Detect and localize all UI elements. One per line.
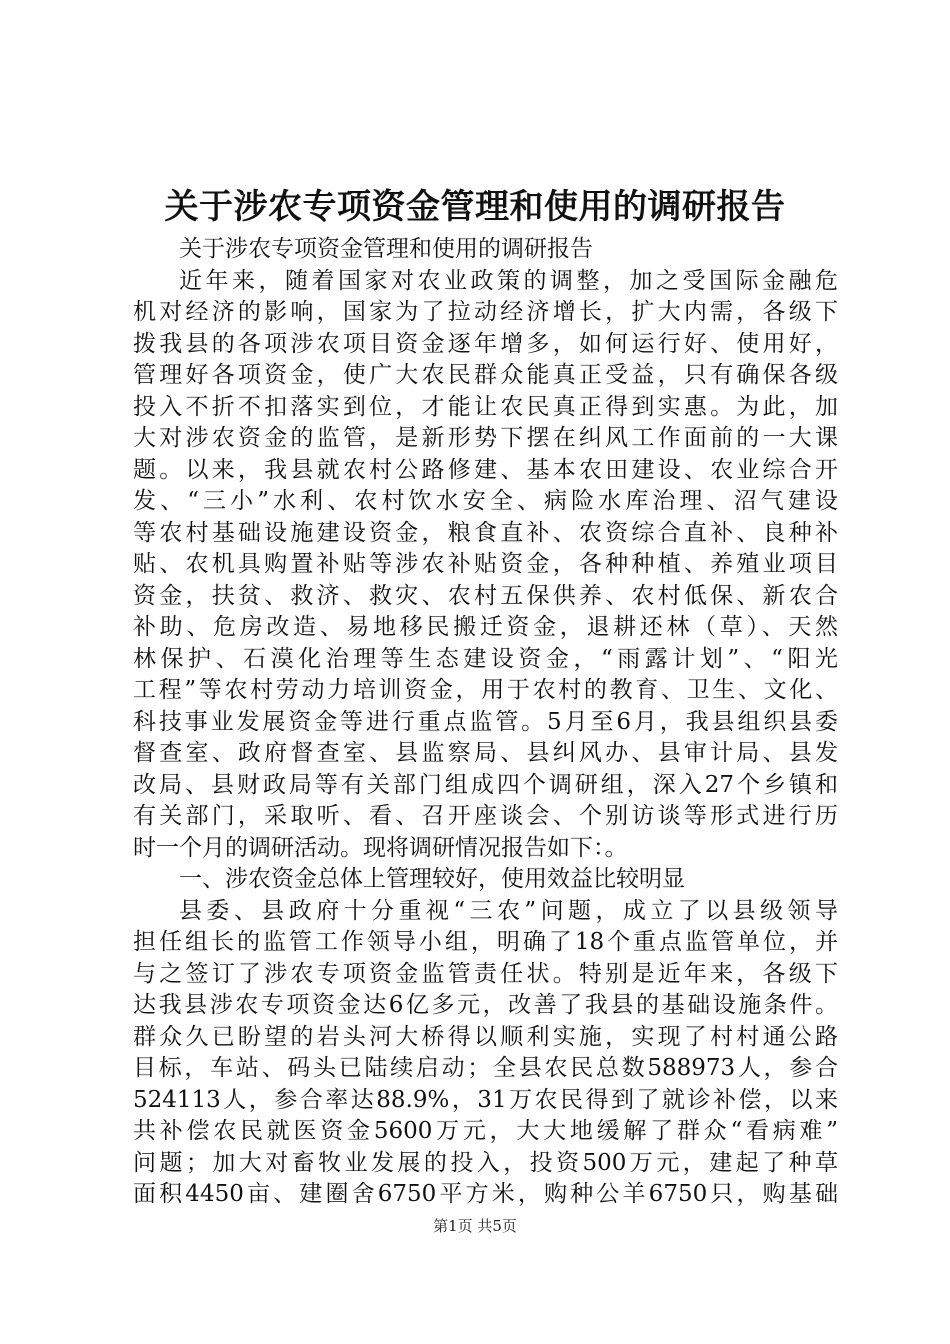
body-line: 与之签订了涉农专项资金监管责任状。特别是近年来，各级下	[133, 960, 838, 987]
body-line: 发、“三小”水利、农村饮水安全、病险水库治理、沼气建设	[133, 488, 838, 514]
body-line: 科技事业发展资金等进行重点监管。5月至6月，我县组织县委	[133, 708, 838, 735]
body-line: 补助、危房改造、易地移民搬迁资金，退耕还林（草）、天然	[133, 614, 838, 640]
body-line: 524113人，参合率达88.9%，31万农民得到了就诊补偿，以来	[133, 1086, 838, 1113]
body-line: 投入不折不扣落实到位，才能让农民真正得到实惠。为此，加	[133, 393, 838, 420]
body-line: 问题；加大对畜牧业发展的投入，投资500万元，建起了种草	[133, 1149, 838, 1176]
body-line: 管理好各项资金，使广大农民群众能真正受益，只有确保各级	[133, 362, 838, 388]
subtitle-line: 关于涉农专项资金管理和使用的调研报告	[179, 236, 593, 262]
body-line: 达我县涉农专项资金达6亿多元，改善了我县的基础设施条件。	[133, 992, 838, 1018]
document-title: 关于涉农专项资金管理和使用的调研报告	[164, 187, 786, 227]
body-line: 机对经济的影响，国家为了拉动经济增长，扩大内需，各级下	[133, 299, 838, 325]
body-line: 改局、县财政局等有关部门组成四个调研组，深入27个乡镇和	[133, 771, 838, 798]
body-line: 有关部门，采取听、看、召开座谈会、个别访谈等形式进行历	[133, 803, 838, 829]
body-line: 共补偿农民就医资金5600万元，大大地缓解了群众“看病难”	[133, 1118, 838, 1144]
document-body	[133, 234, 838, 1211]
body-line: 近年来，随着国家对农业政策的调整，加之受国际金融危	[179, 267, 838, 294]
body-line: 等农村基础设施建设资金，粮食直补、农资综合直补、良种补	[133, 519, 838, 546]
body-line: 督查室、政府督查室、县监察局、县纠风办、县审计局、县发	[133, 740, 838, 766]
body-line: 拨我县的各项涉农项目资金逐年增多，如何运行好、使用好，	[133, 330, 838, 357]
section-heading: 一、涉农资金总体上管理较好，使用效益比较明显	[179, 866, 685, 892]
body-line: 大对涉农资金的监管，是新形势下摆在纠风工作面前的一大课	[133, 425, 838, 451]
body-line: 题。以来，我县就农村公路修建、基本农田建设、农业综合开	[133, 456, 838, 483]
body-line: 时一个月的调研活动。现将调研情况报告如下：。	[133, 834, 628, 861]
page-number-footer: 第1页 共5页	[433, 1217, 517, 1235]
body-line: 目标，车站、码头已陆续启动；全县农民总数588973人，参合	[133, 1055, 838, 1081]
body-line: 资金，扶贫、救济、救灾、农村五保供养、农村低保、新农合	[133, 582, 838, 609]
body-line: 面积4450亩、建圈舍6750平方米，购种公羊6750只，购基础	[133, 1181, 838, 1207]
body-line: 林保护、石漠化治理等生态建设资金，“雨露计划”、“阳光	[133, 645, 838, 672]
body-line: 工程”等农村劳动力培训资金，用于农村的教育、卫生、文化、	[133, 677, 838, 703]
body-line: 贴、农机具购置补贴等涉农补贴资金，各种种植、养殖业项目	[133, 551, 838, 577]
body-line: 群众久已盼望的岩头河大桥得以顺利实施，实现了村村通公路	[133, 1023, 838, 1050]
body-line: 县委、县政府十分重视“三农”问题，成立了以县级领导	[179, 897, 838, 924]
body-line: 担任组长的监管工作领导小组，明确了18个重点监管单位，并	[133, 929, 838, 955]
